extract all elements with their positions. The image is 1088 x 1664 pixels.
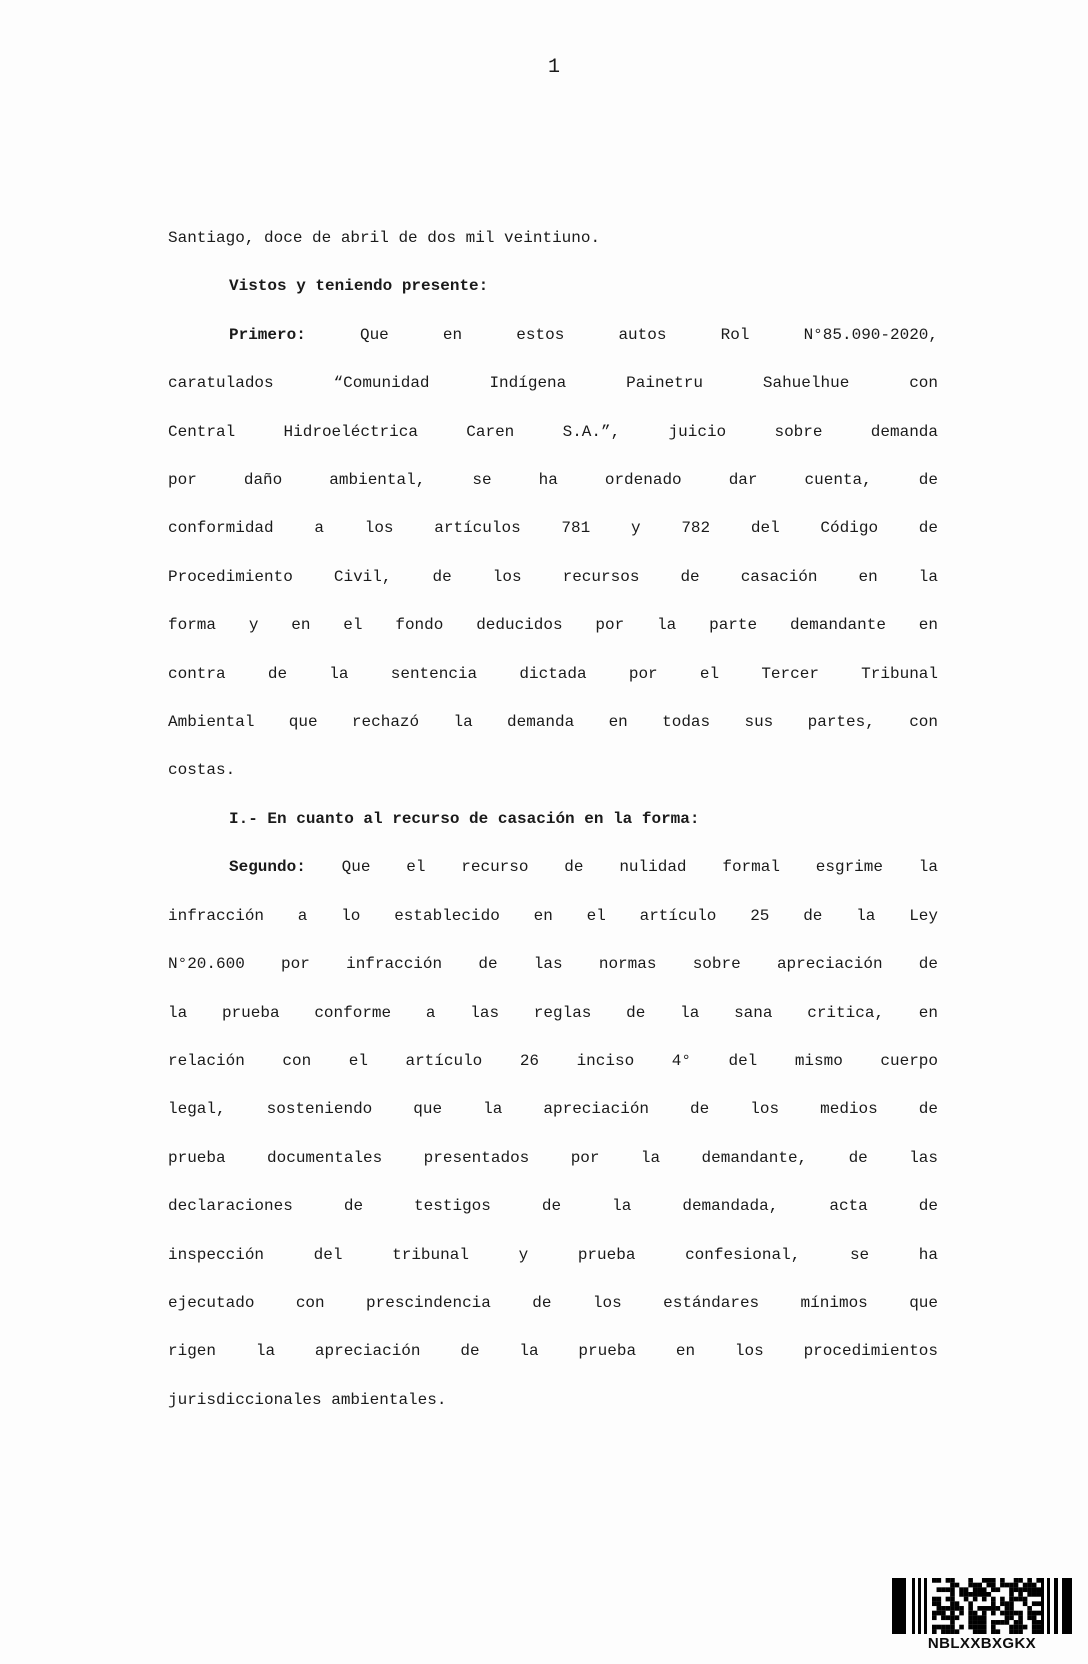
page-number: 1 <box>548 56 561 79</box>
text-segment-bold: Primero: <box>229 325 306 344</box>
text-line <box>168 1182 938 1230</box>
text-line <box>168 408 938 456</box>
text-segment: Central Hidroeléctrica Caren S.A.”, juicio sobre demanda <box>168 422 938 441</box>
text-line <box>168 311 938 359</box>
text-segment: forma y en el fondo deducidos por la parte demandante en <box>168 616 938 635</box>
barcode <box>892 1578 1072 1652</box>
text-segment: contra de la sentencia dictada por el Tercer Tribunal <box>168 664 938 683</box>
text-line <box>168 504 938 552</box>
text-segment: Que en estos autos Rol N°85.090-2020, <box>305 325 938 344</box>
text-segment: Que el recurso de nulidad formal esgrime la <box>305 858 938 877</box>
text-segment: Ambiental que rechazó la demanda en todas sus partes, con <box>168 713 938 732</box>
text-line <box>168 1376 938 1424</box>
text-segment: Procedimiento Civil, de los recursos de casación en la <box>168 567 938 586</box>
text-line <box>168 1231 938 1279</box>
text-line <box>168 795 938 843</box>
text-segment: jurisdiccionales ambientales. <box>168 1390 447 1409</box>
text-line <box>168 1037 938 1085</box>
text-line <box>168 456 938 504</box>
text-line <box>168 553 938 601</box>
text-segment: por daño ambiental, se ha ordenado dar cuenta, de <box>168 471 938 490</box>
text-line <box>168 359 938 407</box>
text-line <box>168 650 938 698</box>
text-line <box>168 746 938 794</box>
text-line <box>168 1134 938 1182</box>
text-segment-bold: Vistos y teniendo presente: <box>229 277 489 296</box>
text-segment: conformidad a los artículos 781 y 782 del Código de <box>168 519 938 538</box>
text-segment: declaraciones de testigos de la demandada, acta de <box>168 1197 938 1216</box>
text-line <box>168 940 938 988</box>
text-line <box>168 1327 938 1375</box>
text-line <box>168 989 938 1037</box>
text-line <box>168 601 938 649</box>
text-segment: infracción a lo establecido en el artículo 25 de la Ley <box>168 906 938 925</box>
text-segment: N°20.600 por infracción de las normas sobre apreciación de <box>168 955 938 974</box>
text-line <box>168 892 938 940</box>
text-segment: la prueba conforme a las reglas de la sana critica, en <box>168 1003 938 1022</box>
barcode-graphic <box>892 1578 1072 1634</box>
text-segment: rigen la apreciación de la prueba en los procedimientos <box>168 1342 938 1361</box>
text-block <box>168 214 938 1424</box>
text-segment: caratulados “Comunidad Indígena Painetru Sahuelhue con <box>168 374 938 393</box>
text-line <box>168 843 938 891</box>
text-segment-bold: Segundo: <box>229 858 306 877</box>
text-segment: relación con el artículo 26 inciso 4° del mismo cuerpo <box>168 1051 938 1070</box>
text-line <box>168 1279 938 1327</box>
text-segment: legal, sosteniendo que la apreciación de los medios de <box>168 1100 938 1119</box>
text-segment: inspección del tribunal y prueba confesional, se ha <box>168 1245 938 1264</box>
text-segment: ejecutado con prescindencia de los estándares mínimos que <box>168 1293 938 1312</box>
text-segment-bold: I.- En cuanto al recurso de casación en la forma: <box>229 809 700 828</box>
text-line <box>168 698 938 746</box>
text-segment: Santiago, doce de abril de dos mil veintiuno. <box>168 229 601 247</box>
text-segment: prueba documentales presentados por la demandante, de las <box>168 1148 938 1167</box>
text-segment: costas. <box>168 761 236 780</box>
barcode-caption: NBLXXBXGKX <box>927 1635 1037 1652</box>
text-line <box>168 262 938 310</box>
text-line <box>168 214 938 262</box>
text-line <box>168 1085 938 1133</box>
